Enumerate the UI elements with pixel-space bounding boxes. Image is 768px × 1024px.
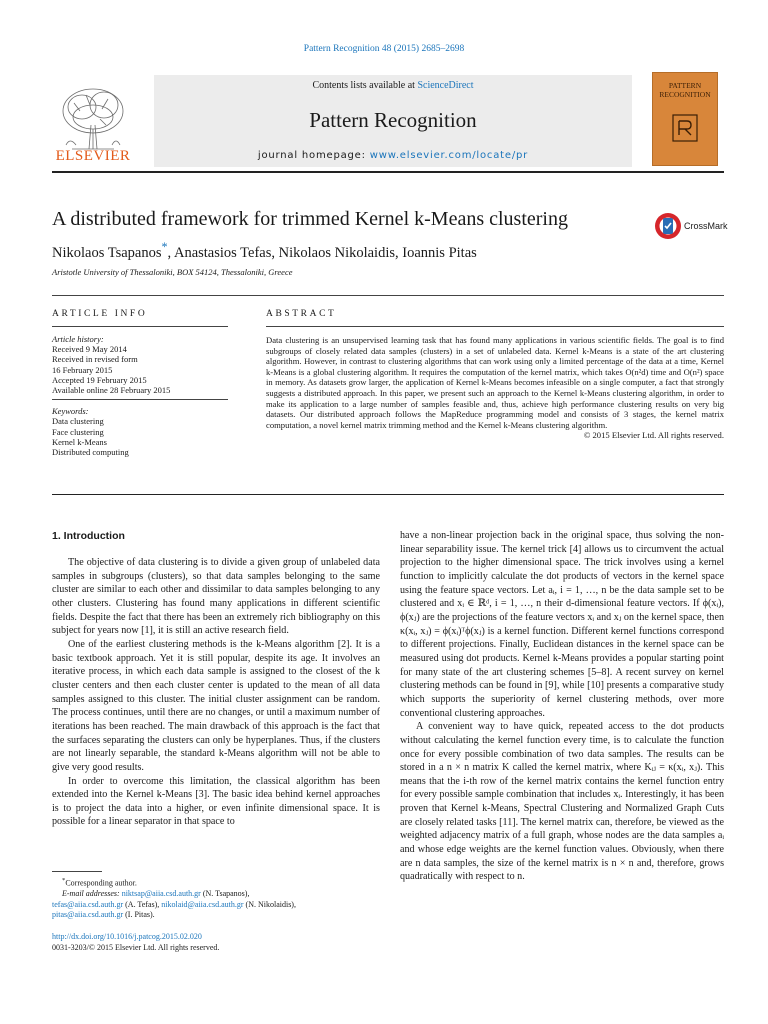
right-column [400,529,724,884]
abstract-bottom-rule [52,494,724,495]
doi-link[interactable]: http://dx.doi.org/10.1016/j.patcog.2015.02.020 [52,932,202,941]
email-owner: (I. Pitas). [123,910,155,920]
history-item: Received in revised form [52,354,138,365]
email-owner: (N. Nikolaidis), [243,899,296,909]
history-item: Received 9 May 2014 [52,344,127,355]
abstract-rule [266,326,724,327]
doi-block [52,932,387,953]
corresponding-author-note: Corresponding author. [65,878,137,888]
cover-title: PATTERN RECOGNITION [659,81,711,99]
email-link[interactable]: niktsap@aiia.csd.auth.gr [121,889,201,899]
email-link[interactable]: nikolaid@aiia.csd.auth.gr [161,899,244,909]
cover-emblem-icon [671,113,699,143]
email-owner: (A. Tefas), [123,899,162,909]
left-column [52,556,380,829]
footnote-rule [52,871,102,872]
keyword: Face clustering [52,426,104,437]
body-paragraph: have a non-linear projection back in the original space, thus solving the non-linear separability issue. The kernel trick [4] allows us to circumvent the actual projection to the higher dimensional space. The trick involves using a kernel function to implicitly calculate the dot products of vectors in the kernel space using the feature space vectors. Let aᵢ, i = 1, …, n be the data sample set to be clustered and xᵢ ∈ ℝᵈ, i = 1, …, n their d-dimensional feature vectors. If ϕ(xᵢ), ϕ(xⱼ) are the projections of the feature vectors xᵢ and xⱼ on the kernel space, then κ(xᵢ, xⱼ) = ϕ(xᵢ)ᵀϕ(xⱼ) is a kernel function. Different kernel functions correspond to different projections. Finally, Euclidean distances in the kernel space can be measured using dot products. Kernel k-Means provides a popular starting point for many state of the art clustering schemes [5–8]. A recent survey on kernel clustering methods can be found in [9], while [10] presents a comparative study which supports the superiority of kernel clustering methods, over more conventional clustering approaches. [400,530,724,719]
history-item: Accepted 19 February 2015 [52,374,147,385]
abstract [266,335,724,441]
journal-cover-thumbnail [652,72,718,166]
abstract-copyright: © 2015 Elsevier Ltd. All rights reserved. [583,430,724,441]
sciencedirect-link[interactable]: ScienceDirect [417,80,474,91]
keywords-label: Keywords: [52,406,89,417]
header-rule [52,171,724,173]
body-paragraph: The objective of data clustering is to divide a given group of unlabeled data samples in subgroups (clusters), so that data samples belonging to the same cluster are similar to each other and dissimilar to data samples belonging to any other clusters. Clustering has found many applications in different scientific fields. Despite the fact that there has been an extremely rich bibliography on this subject for years now [1], it is still an active research field. [52,557,380,637]
footnote-mark: * [62,877,66,884]
elsevier-wordmark: ELSEVIER [55,148,131,164]
keyword: Data clustering [52,416,104,427]
crossmark-label[interactable]: CrossMark [684,221,728,231]
contents-prefix: Contents lists available at [312,80,418,91]
info-divider [52,399,228,400]
history-item: Available online 28 February 2015 [52,385,171,396]
homepage-prefix: journal homepage: [257,150,370,161]
abstract-text: Data clustering is an unsupervised learning task that has found many applications in various scientific fields. The goal is to find subgroups of closely related data samples (clusters) in a set of unlabeled data. Kernel k-Means is a state of the art clustering algorithm. However, in contrast to clustering algorithms that can work using only a limited percentage of the data at a time, Kernel k-Means is a global clustering algorithm. It requires the computation of the kernel matrix, which takes O(n²d) time and O(n²) space in memory. As datasets grow larger, the application of Kernel k-Means becomes infeasible on a single computer, a fact that strongly suggests a distributed approach. In this paper, we present such an approach to the Kernel k-Means clustering algorithm, in order to make its application to a large number of samples feasible and, thus, achieve high performance clustering results on very big datasets. Our distributed approach follows the MapReduce programming model and consists of 3 stages, the kernel matrix computation, a novel kernel matrix trimming method and the Kernel k-Means clustering algorithm. [266,335,724,430]
body-paragraph: A convenient way to have quick, repeated access to the dot products without calculating the kernel function every time, is to calculate the function once for every possible combination of two data samples. The results can be stored in a n × n matrix K called the kernel matrix, where Kᵢⱼ = κ(xᵢ, xⱼ). This means that the i-th row of the kernel matrix contains the kernel function entry for every possible sample combination that includes xᵢ. Interestingly, it has been proven that Kernel k-Means, Spectral Clustering and Normalized Graph Cuts are closely related tasks [11]. The kernel matrix can, therefore, be viewed as the weighted adjacency matrix of a full graph, whose nodes are the data samples aᵢ and whose edge weights are the kernel function values. Obviously, when there are n data samples, the size of the kernel matrix is n × n and, therefore, grows quadratically with respect to n. [400,721,724,883]
keyword: Distributed computing [52,447,129,458]
journal-homepage [154,150,632,161]
journal-name: Pattern Recognition [309,108,477,132]
history-item: 16 February 2015 [52,364,113,375]
email-owner: (N. Tsapanos), [200,889,250,899]
footnote [52,876,387,921]
introduction-heading: 1. Introduction [52,530,125,542]
crossmark-icon[interactable] [654,212,682,240]
affiliation: Aristotle University of Thessaloniki, BOX 54124, Thessaloniki, Greece [52,267,293,277]
author-name: Nikolaos Tsapanos [52,244,162,261]
journal-citation[interactable]: Pattern Recognition 48 (2015) 2685–2698 [303,44,465,54]
issn-copyright: 0031-3203/© 2015 Elsevier Ltd. All rights reserved. [52,942,220,952]
email-link[interactable]: tefas@aiia.csd.auth.gr [52,899,124,909]
author-names: , Anastasios Tefas, Nikolaos Nikolaidis, Ioannis Pitas [167,244,477,261]
keyword: Kernel k-Means [52,436,107,447]
corresponding-author-mark[interactable]: * [161,240,168,254]
homepage-link[interactable]: www.elsevier.com/locate/pr [369,150,529,161]
contents-line [154,80,632,91]
email-label: E-mail addresses: [62,889,122,899]
body-paragraph: In order to overcome this limitation, the classical algorithm has been extended into the Kernel k-Means [3]. The basic idea behind kernel approaches is to project the data into a higher, or even infinite dimensional space. It is possible for a linear separator in that space to [52,775,380,828]
article-info-rule [52,326,228,327]
article-info-heading: ARTICLE INFO [52,309,148,319]
abstract-heading: ABSTRACT [266,309,337,319]
paper-title: A distributed framework for trimmed Kernel k-Means clustering [52,208,568,230]
email-link[interactable]: pitas@aiia.csd.auth.gr [52,910,124,920]
body-paragraph: One of the earliest clustering methods is the k-Means algorithm [2]. It is a basic textbook approach. Yet it is still popular, despite its age. It involves an iterative process, in which each data sample is assigned to the closest of the k cluster centers and then each cluster center is updated to the mean of all data samples assigned to this cluster. The initial cluster assignment can be random. The process continues, until there are no changes, or until a maximum number of iterations has been reached. The main drawback of this approach is the fact that the surfaces separating the clusters can only be hyperplanes. Thus, if the clusters are not linearly separable, the standard k-Means algorithm will not be able to give very good results. [52,638,380,773]
history-label: Article history: [52,334,104,344]
article-info [52,334,228,457]
paper-authors [52,240,652,262]
title-rule [52,295,724,296]
